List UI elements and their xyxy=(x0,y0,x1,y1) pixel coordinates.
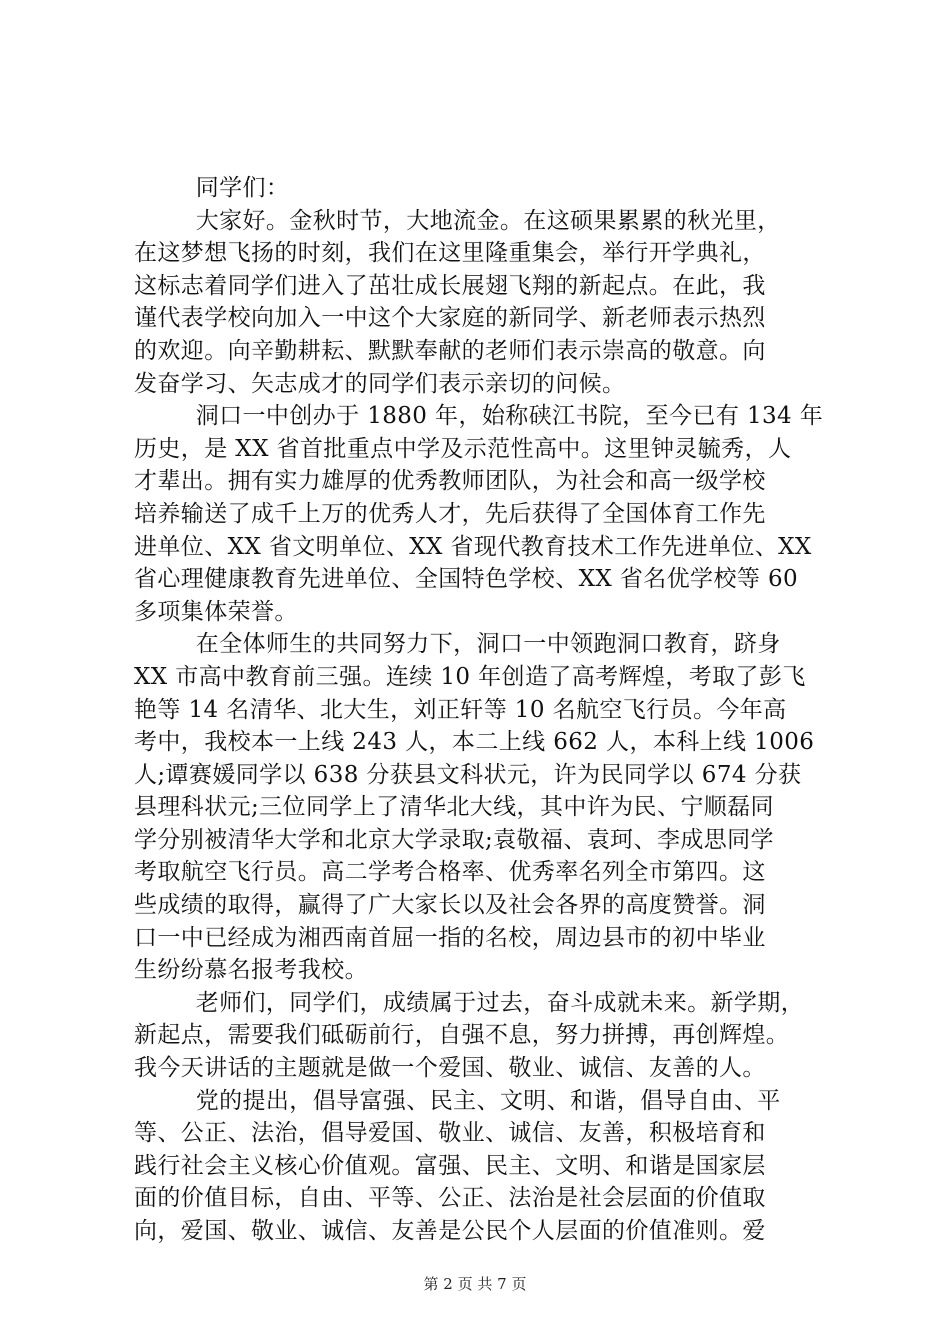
text-line: 县理科状元;三位同学上了清华北大线，其中许为民、宁顺磊同 xyxy=(134,794,774,821)
text-line: 生纷纷慕名报考我校。 xyxy=(134,957,368,984)
text-line: 省心理健康教育先进单位、全国特色学校、XX 省名优学校等 60 xyxy=(134,566,799,593)
text-line: 些成绩的取得，赢得了广大家长以及社会各界的高度赞誉。洞 xyxy=(134,892,766,919)
text-line: 向，爱国、敬业、诚信、友善是公民个人层面的价值准则。爱 xyxy=(134,1218,766,1244)
text-line: 学分别被清华大学和北京大学录取;袁敬福、袁珂、李成思同学 xyxy=(134,826,774,853)
text-line: 进单位、XX 省文明单位、XX 省现代教育技术工作先进单位、XX xyxy=(134,533,812,560)
text-line: XX 市高中教育前三强。连续 10 年创造了高考辉煌，考取了彭飞 xyxy=(134,663,806,690)
text-line: 考中，我校本一上线 243 人，本二上线 662 人，本科上线 1006 xyxy=(134,729,815,756)
text-line: 大家好。金秋时节，大地流金。在这硕果累累的秋光里， xyxy=(134,207,781,234)
text-line: 历史，是 XX 省首批重点中学及示范性高中。这里钟灵毓秀，人 xyxy=(134,435,792,462)
page-footer xyxy=(0,1274,950,1294)
text-line: 培养输送了成千上万的优秀人才，先后获得了全国体育工作先 xyxy=(134,500,766,527)
text-line: 发奋学习、矢志成才的同学们表示亲切的问候。 xyxy=(134,370,626,397)
page-number-label: 第 2 页 共 7 页 xyxy=(423,1275,527,1293)
text-line: 的欢迎。向辛勤耕耘、默默奉献的老师们表示崇高的敬意。向 xyxy=(134,337,766,364)
text-line: 艳等 14 名清华、北大生，刘正轩等 10 名航空飞行员。今年高 xyxy=(134,696,787,723)
text-line: 新起点，需要我们砥砺前行，自强不息，努力拼搏，再创辉煌。 xyxy=(134,1022,790,1049)
text-line: 党的提出，倡导富强、民主、文明、和谐，倡导自由、平 xyxy=(134,1087,781,1114)
text-line: 在这梦想飞扬的时刻，我们在这里隆重集会，举行开学典礼， xyxy=(134,240,766,267)
document-body xyxy=(134,172,834,1248)
text-line: 考取航空飞行员。高二学考合格率、优秀率名列全市第四。这 xyxy=(134,859,766,886)
text-line: 洞口一中创办于 1880 年，始称硖江书院，至今已有 134 年 xyxy=(134,403,824,430)
text-line: 这标志着同学们进入了茁壮成长展翅飞翔的新起点。在此，我 xyxy=(134,272,766,299)
text-line: 人;谭赛媛同学以 638 分获县文科状元，许为民同学以 674 分获 xyxy=(134,761,802,788)
text-line: 口一中已经成为湘西南首屈一指的名校，周边县市的初中毕业 xyxy=(134,924,766,951)
text-line: 面的价值目标，自由、平等、公正、法治是社会层面的价值取 xyxy=(134,1185,766,1212)
text-line: 践行社会主义核心价值观。富强、民主、文明、和谐是国家层 xyxy=(134,1152,766,1179)
text-line: 多项集体荣誉。 xyxy=(134,598,298,625)
text-line: 才辈出。拥有实力雄厚的优秀教师团队，为社会和高一级学校 xyxy=(134,468,766,495)
text-line: 同学们： xyxy=(134,175,290,201)
text-line: 谨代表学校向加入一中这个大家庭的新同学、新老师表示热烈 xyxy=(134,305,766,332)
text-line: 老师们，同学们，成绩属于过去，奋斗成就未来。新学期， xyxy=(134,989,805,1016)
text-line: 我今天讲话的主题就是做一个爱国、敬业、诚信、友善的人。 xyxy=(134,1055,766,1082)
text-line: 等、公正、法治，倡导爱国、敬业、诚信、友善，积极培育和 xyxy=(134,1120,766,1147)
text-line: 在全体师生的共同努力下，洞口一中领跑洞口教育，跻身 xyxy=(134,631,781,658)
